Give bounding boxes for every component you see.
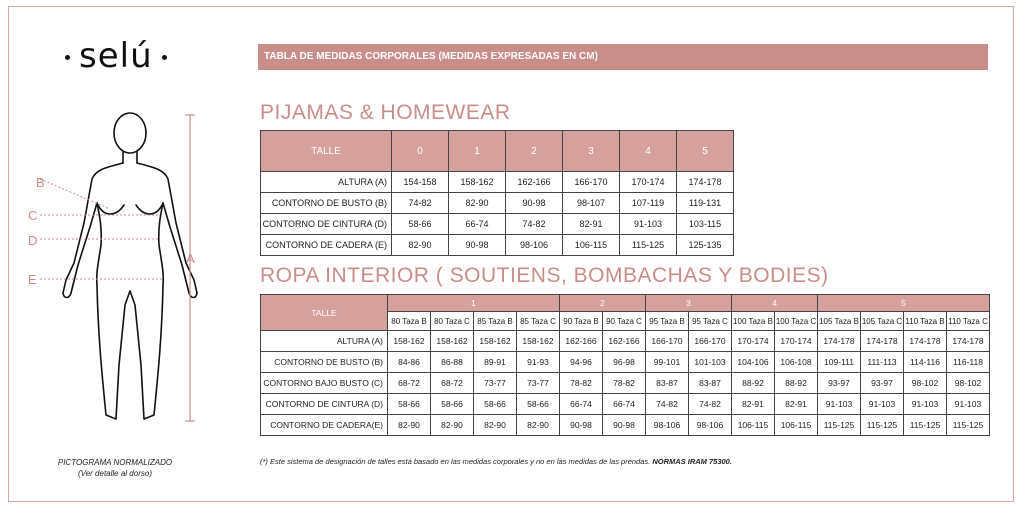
value-cell: 74-82 bbox=[689, 394, 732, 415]
value-cell: 98-106 bbox=[689, 415, 732, 436]
caption-title: PICTOGRAMA NORMALIZADO bbox=[57, 458, 173, 467]
body-pictogram bbox=[20, 105, 200, 435]
value-cell: 174-178 bbox=[904, 331, 947, 352]
value-cell: 158-162 bbox=[388, 331, 431, 352]
group-cell: 3 bbox=[646, 295, 732, 312]
footnote bbox=[260, 457, 732, 466]
subsize-cell: 80 Taza B bbox=[388, 312, 431, 331]
value-cell: 174-178 bbox=[677, 172, 734, 193]
table-row bbox=[261, 214, 734, 235]
letter-d: D bbox=[28, 233, 38, 248]
value-cell: 101-103 bbox=[689, 352, 732, 373]
subsize-cell: 90 Taza B bbox=[560, 312, 603, 331]
value-cell: 162-166 bbox=[560, 331, 603, 352]
value-cell: 170-174 bbox=[732, 331, 775, 352]
value-cell: 106-115 bbox=[775, 415, 818, 436]
value-cell: 74-82 bbox=[646, 394, 689, 415]
interior-table bbox=[260, 294, 990, 436]
row-label: CONTORNO DE CINTURA (D) bbox=[261, 394, 388, 415]
subsize-cell: 100 Taza C bbox=[775, 312, 818, 331]
row-label: CONTORNO DE BUSTO (B) bbox=[261, 193, 392, 214]
value-cell: 106-115 bbox=[732, 415, 775, 436]
table-row bbox=[261, 352, 990, 373]
value-cell: 99-101 bbox=[646, 352, 689, 373]
value-cell: 91-103 bbox=[620, 214, 677, 235]
value-cell: 82-91 bbox=[732, 394, 775, 415]
value-cell: 66-74 bbox=[603, 394, 646, 415]
page-banner: TABLA DE MEDIDAS CORPORALES (MEDIDAS EXPRESADAS EN CM) bbox=[258, 44, 988, 70]
pijamas-title: PIJAMAS & HOMEWEAR bbox=[260, 101, 511, 124]
subsize-cell: 110 Taza C bbox=[947, 312, 990, 331]
table-row bbox=[261, 415, 990, 436]
value-cell: 98-102 bbox=[904, 373, 947, 394]
size-cell: 4 bbox=[620, 131, 677, 172]
value-cell: 158-162 bbox=[474, 331, 517, 352]
value-cell: 109-111 bbox=[818, 352, 861, 373]
value-cell: 90-98 bbox=[506, 193, 563, 214]
value-cell: 82-91 bbox=[563, 214, 620, 235]
value-cell: 104-106 bbox=[732, 352, 775, 373]
value-cell: 106-115 bbox=[563, 235, 620, 256]
footnote-text: (*) Este sistema de designación de talles está basado en las medidas corporales y no en las medidas de las prendas. bbox=[260, 457, 651, 466]
subsize-cell: 80 Taza C bbox=[431, 312, 474, 331]
subsize-cell: 105 Taza C bbox=[861, 312, 904, 331]
value-cell: 82-90 bbox=[449, 193, 506, 214]
table-row bbox=[261, 193, 734, 214]
value-cell: 82-91 bbox=[775, 394, 818, 415]
size-cell: 5 bbox=[677, 131, 734, 172]
value-cell: 158-162 bbox=[517, 331, 560, 352]
value-cell: 174-178 bbox=[947, 331, 990, 352]
value-cell: 58-66 bbox=[431, 394, 474, 415]
talle-header: TALLE bbox=[261, 295, 388, 331]
value-cell: 170-174 bbox=[775, 331, 818, 352]
letter-b: B bbox=[36, 175, 45, 190]
row-label: ALTURA (A) bbox=[261, 331, 388, 352]
size-cell: 0 bbox=[392, 131, 449, 172]
value-cell: 98-106 bbox=[646, 415, 689, 436]
value-cell: 91-103 bbox=[818, 394, 861, 415]
value-cell: 68-72 bbox=[431, 373, 474, 394]
value-cell: 162-166 bbox=[603, 331, 646, 352]
subsize-cell: 95 Taza C bbox=[689, 312, 732, 331]
group-cell: 1 bbox=[388, 295, 560, 312]
value-cell: 115-125 bbox=[947, 415, 990, 436]
value-cell: 107-119 bbox=[620, 193, 677, 214]
value-cell: 90-98 bbox=[449, 235, 506, 256]
value-cell: 111-113 bbox=[861, 352, 904, 373]
interior-title: ROPA INTERIOR ( SOUTIENS, BOMBACHAS Y BODIES) bbox=[260, 264, 829, 287]
table-row bbox=[261, 394, 990, 415]
subsize-cell: 90 Taza C bbox=[603, 312, 646, 331]
value-cell: 78-82 bbox=[603, 373, 646, 394]
talle-header: TALLE bbox=[261, 131, 392, 172]
value-cell: 174-178 bbox=[818, 331, 861, 352]
value-cell: 154-158 bbox=[392, 172, 449, 193]
value-cell: 115-125 bbox=[620, 235, 677, 256]
value-cell: 125-135 bbox=[677, 235, 734, 256]
value-cell: 119-131 bbox=[677, 193, 734, 214]
value-cell: 58-66 bbox=[517, 394, 560, 415]
row-label: CONTORNO DE CADERA(E) bbox=[261, 415, 388, 436]
value-cell: 174-178 bbox=[861, 331, 904, 352]
row-label: ALTURA (A) bbox=[261, 172, 392, 193]
pictogram-caption bbox=[30, 457, 200, 479]
value-cell: 93-97 bbox=[861, 373, 904, 394]
subsize-cell: 95 Taza B bbox=[646, 312, 689, 331]
value-cell: 82-90 bbox=[517, 415, 560, 436]
group-cell: 4 bbox=[732, 295, 818, 312]
value-cell: 73-77 bbox=[474, 373, 517, 394]
value-cell: 88-92 bbox=[775, 373, 818, 394]
value-cell: 82-90 bbox=[392, 235, 449, 256]
value-cell: 78-82 bbox=[560, 373, 603, 394]
table-row bbox=[261, 235, 734, 256]
value-cell: 91-93 bbox=[517, 352, 560, 373]
value-cell: 90-98 bbox=[560, 415, 603, 436]
value-cell: 98-106 bbox=[506, 235, 563, 256]
value-cell: 93-97 bbox=[818, 373, 861, 394]
value-cell: 115-125 bbox=[818, 415, 861, 436]
value-cell: 83-87 bbox=[689, 373, 732, 394]
value-cell: 58-66 bbox=[474, 394, 517, 415]
group-cell: 2 bbox=[560, 295, 646, 312]
subsize-cell: 110 Taza B bbox=[904, 312, 947, 331]
value-cell: 98-107 bbox=[563, 193, 620, 214]
value-cell: 90-98 bbox=[603, 415, 646, 436]
value-cell: 103-115 bbox=[677, 214, 734, 235]
value-cell: 58-66 bbox=[388, 394, 431, 415]
value-cell: 89-91 bbox=[474, 352, 517, 373]
value-cell: 158-162 bbox=[431, 331, 474, 352]
size-cell: 2 bbox=[506, 131, 563, 172]
value-cell: 94-96 bbox=[560, 352, 603, 373]
value-cell: 91-103 bbox=[904, 394, 947, 415]
value-cell: 166-170 bbox=[646, 331, 689, 352]
value-cell: 58-66 bbox=[392, 214, 449, 235]
value-cell: 166-170 bbox=[563, 172, 620, 193]
value-cell: 114-116 bbox=[904, 352, 947, 373]
subsize-cell: 100 Taza B bbox=[732, 312, 775, 331]
subsize-cell: 85 Taza C bbox=[517, 312, 560, 331]
value-cell: 66-74 bbox=[560, 394, 603, 415]
table-row bbox=[261, 373, 990, 394]
value-cell: 158-162 bbox=[449, 172, 506, 193]
value-cell: 82-90 bbox=[431, 415, 474, 436]
subsize-cell: 85 Taza B bbox=[474, 312, 517, 331]
brand-logo: selú bbox=[56, 36, 176, 76]
value-cell: 115-125 bbox=[861, 415, 904, 436]
value-cell: 162-166 bbox=[506, 172, 563, 193]
group-cell: 5 bbox=[818, 295, 990, 312]
caption-subtitle: (Ver detalle al dorso) bbox=[78, 469, 152, 478]
value-cell: 86-88 bbox=[431, 352, 474, 373]
letter-e: E bbox=[28, 272, 37, 287]
value-cell: 83-87 bbox=[646, 373, 689, 394]
value-cell: 66-74 bbox=[449, 214, 506, 235]
footnote-norm: NORMAS IRAM 75300. bbox=[652, 457, 732, 466]
subsize-cell: 105 Taza B bbox=[818, 312, 861, 331]
value-cell: 115-125 bbox=[904, 415, 947, 436]
letter-c: C bbox=[28, 208, 38, 223]
value-cell: 170-174 bbox=[620, 172, 677, 193]
row-label: CONTORNO BAJO BUSTO (C) bbox=[261, 373, 388, 394]
table-row bbox=[261, 172, 734, 193]
value-cell: 98-102 bbox=[947, 373, 990, 394]
size-cell: 3 bbox=[563, 131, 620, 172]
value-cell: 166-170 bbox=[689, 331, 732, 352]
value-cell: 82-90 bbox=[474, 415, 517, 436]
value-cell: 88-92 bbox=[732, 373, 775, 394]
pijamas-table bbox=[260, 130, 734, 256]
value-cell: 82-90 bbox=[388, 415, 431, 436]
value-cell: 106-108 bbox=[775, 352, 818, 373]
row-label: CONTORNO DE CINTURA (D) bbox=[261, 214, 392, 235]
value-cell: 74-82 bbox=[506, 214, 563, 235]
row-label: CONTORNO DE BUSTO (B) bbox=[261, 352, 388, 373]
value-cell: 91-103 bbox=[947, 394, 990, 415]
value-cell: 91-103 bbox=[861, 394, 904, 415]
value-cell: 73-77 bbox=[517, 373, 560, 394]
letter-a: A bbox=[186, 251, 195, 266]
value-cell: 96-98 bbox=[603, 352, 646, 373]
value-cell: 74-82 bbox=[392, 193, 449, 214]
table-row bbox=[261, 331, 990, 352]
value-cell: 68-72 bbox=[388, 373, 431, 394]
value-cell: 84-86 bbox=[388, 352, 431, 373]
row-label: CONTORNO DE CADERA (E) bbox=[261, 235, 392, 256]
size-cell: 1 bbox=[449, 131, 506, 172]
value-cell: 116-118 bbox=[947, 352, 990, 373]
